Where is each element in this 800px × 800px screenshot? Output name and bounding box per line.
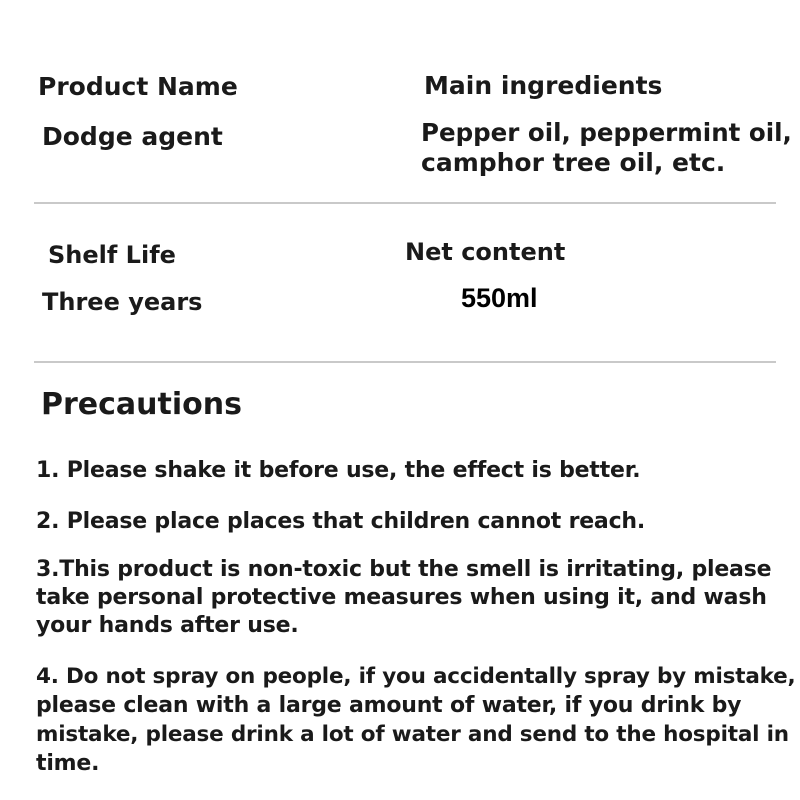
ingredients-value-line1: Pepper oil, peppermint oil, [421, 118, 792, 147]
precaution-item-1: 1. Please shake it before use, the effect is better. [36, 458, 641, 483]
precaution-item-3-line-3: your hands after use. [36, 613, 299, 638]
precaution-item-4-line-4: time. [36, 751, 100, 776]
divider-top [34, 202, 776, 204]
net-content-label: Net content [405, 238, 566, 266]
precaution-item-4-line-3: mistake, please drink a lot of water and send to the hospital in [36, 722, 789, 747]
precautions-heading: Precautions [41, 387, 242, 422]
precaution-item-2: 2. Please place places that children cannot reach. [36, 509, 646, 534]
precaution-item-3-line-1: 3.This product is non-toxic but the smell is irritating, please [36, 557, 772, 582]
precaution-item-4-line-1: 4. Do not spray on people, if you accidentally spray by mistake, [36, 664, 796, 689]
divider-bottom [34, 361, 776, 363]
precaution-item-3-line-2: take personal protective measures when using it, and wash [36, 585, 767, 610]
shelf-life-label: Shelf Life [48, 241, 176, 269]
product-name-value: Dodge agent [42, 122, 223, 151]
precaution-item-4-line-2: please clean with a large amount of water, if you drink by [36, 693, 742, 718]
ingredients-value-line2: camphor tree oil, etc. [421, 148, 726, 177]
net-content-value: 550ml [461, 283, 538, 313]
shelf-life-value: Three years [42, 288, 203, 316]
product-name-label: Product Name [38, 72, 238, 101]
ingredients-label: Main ingredients [424, 71, 663, 100]
